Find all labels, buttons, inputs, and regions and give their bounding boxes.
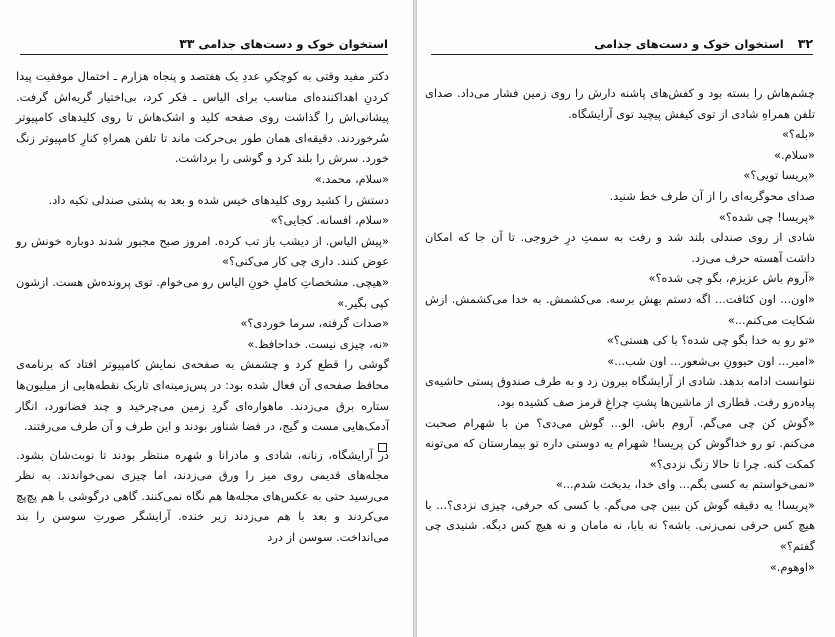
dialogue-line: «اون... اون کثافت... اگه دستم بهش برسه. می‌کشمش. به خدا می‌کشمش. ازش شکایت می‌کنم...» bbox=[425, 291, 815, 327]
paragraph: گوشی را قطع کرد و چشمش به صفحه‌ی نمایش کامپیوتر افتاد که برنامه‌ی محافظ صفحه‌ی آن فعال شده بود: در پس‌زمینه‌ای تاریک نقطه‌هایی از میلیون‌ها ستاره برق می‌زدند. ماهواره‌ای گردِ زمین می‌چرخید و چند فضانورد، انگار آدمک‌هایی مست و گیج، در فضا شناور بودند و این طرف و آن طرف می‌رفتند. bbox=[16, 357, 389, 434]
left-header-title: استخوان خوک و دست‌های جذامی bbox=[198, 37, 388, 51]
right-header-title: استخوان خوک و دست‌های جذامی bbox=[594, 37, 784, 51]
right-page-header bbox=[431, 36, 813, 55]
paragraph: در آرایشگاه، زنانه، شادی و مادرانا و شهره منتظر بودند تا نوبت‌شان بشود. مجله‌های قدیمی روی میز را ورق می‌زدند، اما چیزی نمی‌خواندند. به نظر می‌رسید حتی به عکس‌های مجله‌ها هم نگاه نمی‌کنند. گاهی درگوشی با هم پچ‌پچ می‌کردند و بعد با هم می‌زدند زیر خنده. آرایشگر صورتِ سوسن را بند می‌انداخت. سوسن از درد bbox=[16, 447, 389, 545]
dialogue-line: «هیچی. مشخصاتِ کاملِ خونِ الیاس رو می‌خوام. توی پرونده‌ش هست. ازشون کپی بگیر.» bbox=[16, 274, 389, 310]
dialogue-line: «صدات گرفته، سرما خوردی؟» bbox=[240, 316, 389, 331]
left-page-header bbox=[20, 36, 388, 55]
dialogue-line: «تو رو به خدا بگو چی شده؟ با کی هستی؟» bbox=[606, 333, 815, 348]
paragraph: دستش را کشید روی کلیدهای خیس شده و بعد به پشتی صندلی تکیه داد. bbox=[48, 192, 389, 207]
dialogue-line: «پیش الیاس. از دیشب باز تب کرده. امروز صبح مجبور شدند دوباره خونش رو عوض کنند. داری چی کار می‌کنی؟» bbox=[16, 233, 389, 269]
left-page-number: ۳۳ bbox=[179, 36, 195, 51]
paragraph: دکتر مفید وقتی به کوچکیِ عددِ یک هفتصد و پنجاه هزارم ـ احتمال موفقیت پیدا کردنِ اهداکننده‌ای مناسب برای الیاس ـ فکر کرد، بی‌اختیار گریه‌اش گرفت. پیشانی‌اش را گذاشت روی صفحه کلید و اشک‌هاش تا روی کلیدهای کامپیوتر سُرخوردند. دقیقه‌ای همان طور بی‌حرکت ماند تا تلفن همراهِ کنارِ کامپیوتر زنگ خورد. سرش را بلند کرد و گوشی را برداشت. bbox=[16, 69, 389, 166]
dialogue-line: «سلام، افسانه. کجایی؟» bbox=[270, 213, 389, 228]
section-gap bbox=[16, 437, 389, 445]
paragraph: شادی از روی صندلی بلند شد و رفت به سمتِ درِ خروجی. تا آن جا که امکان داشت آهسته حرف می‌زد. bbox=[425, 230, 815, 265]
dialogue-line: «آروم باش عزیزم، بگو چی شده؟» bbox=[648, 271, 815, 286]
right-page-body bbox=[425, 83, 815, 577]
dialogue-line: «سلام.» bbox=[774, 147, 815, 162]
dialogue-line: «اوهوم.» bbox=[769, 559, 815, 574]
dialogue-line: «نمی‌خواستم به کسی بگم... وای خدا، بدبخت شدم...» bbox=[555, 477, 815, 492]
right-page bbox=[417, 0, 835, 637]
dialogue-line: «نه، چیزی نیست. خداحافظ.» bbox=[247, 336, 389, 351]
dialogue-line: «پریسا! چی شده؟» bbox=[718, 209, 815, 224]
paragraph: صدای محوگریه‌ای را از آن طرف خط شنید. bbox=[609, 188, 815, 203]
paragraph: چشم‌هاش را بسته بود و کفش‌های پاشنه دارش را روی زمین فشار می‌داد. صدای تلفن همراهِ شادی از توی کیفش پیچید توی آرایشگاه. bbox=[425, 86, 815, 121]
right-page-number: ۳۲ bbox=[797, 36, 813, 51]
left-page bbox=[0, 0, 413, 637]
dialogue-line: «بله؟» bbox=[781, 127, 815, 142]
dialogue-line: «پریسا! یه دقیقه گوش کن ببین چی می‌گم. با کسی که حرفی، چیزی نزدی؟... با هیچ کس حرفی نمی‌زنی. باشه؟ نه بابا، نه مامان و نه هیچ کس دیگه. شنیدی چی گفتم؟» bbox=[425, 497, 815, 554]
paragraph: نتوانست ادامه بدهد. شادی از آرایشگاه بیرون زد و به طرف صندوق پستی حاشیه‌ی پیاده‌رو رفت. قطاری از ماشین‌ها پشتِ چراغِ قرمز صف کشیده بود. bbox=[425, 374, 815, 409]
dialogue-line: «امیر... اون حیوونِ بی‌شعور... اون شب...» bbox=[607, 353, 815, 368]
dialogue-line: «گوش کن چی می‌گم. آروم باش. الو... گوش می‌دی؟ من با شهرام صحبت می‌کنم. تو رو خداگوش کن پریسا! شهرام یه دوستی داره تو بیمارستان که می‌تونه کمکت کنه. چرا تا حالا زنگ نزدی؟» bbox=[425, 415, 815, 471]
dialogue-line: «پریسا تویی؟» bbox=[743, 168, 815, 183]
left-page-body bbox=[16, 66, 389, 548]
dialogue-line: «سلام، محمد.» bbox=[314, 171, 389, 186]
